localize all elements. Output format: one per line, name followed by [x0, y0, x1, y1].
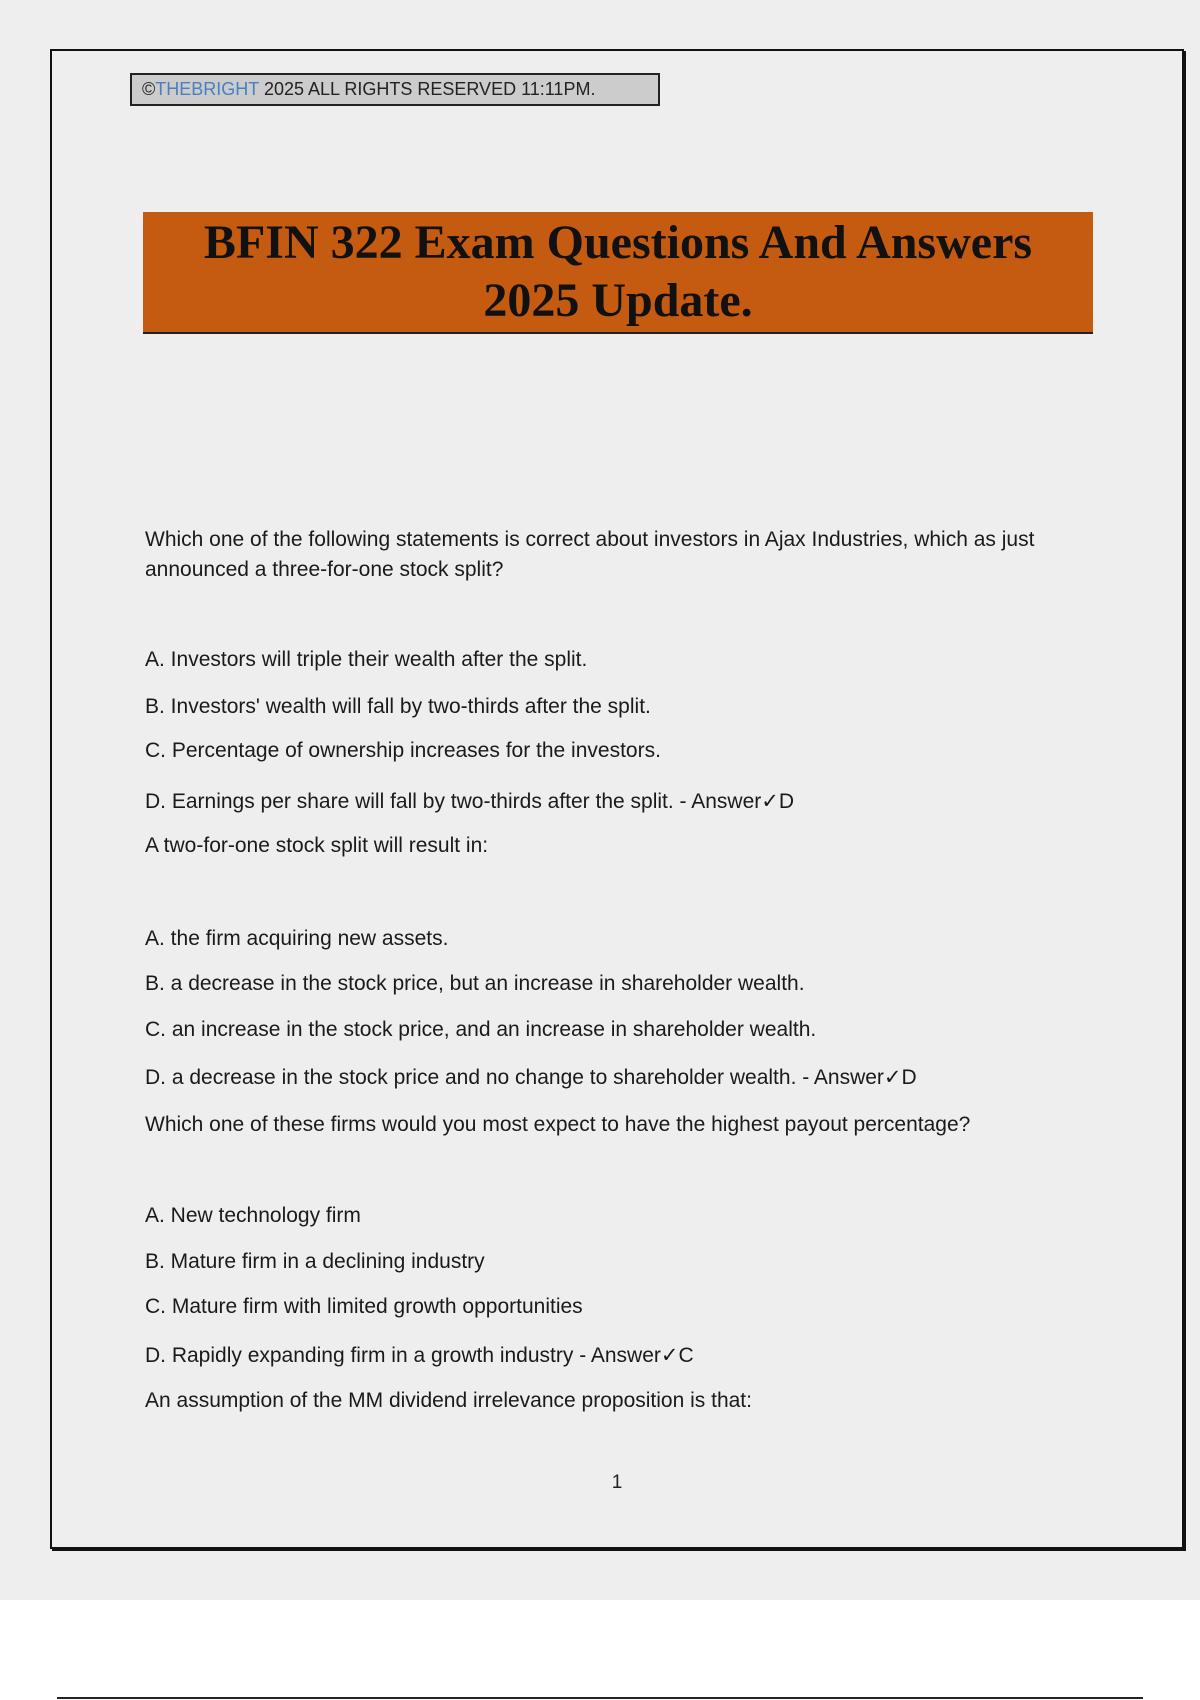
question-3-option-b: B. Mature firm in a declining industry: [145, 1250, 485, 1273]
footer-divider: [57, 1697, 1143, 1699]
brand-name: THEBRIGHT: [155, 79, 259, 99]
question-2-option-a: A. the firm acquiring new assets.: [145, 927, 449, 950]
page-number: 1: [611, 1472, 623, 1493]
question-2-option-b: B. a decrease in the stock price, but an increase in shareholder wealth.: [145, 972, 805, 995]
question-2-option-d-answer: D. a decrease in the stock price and no change to shareholder wealth. - Answer✓D: [145, 1066, 917, 1089]
copyright-symbol: ©: [142, 79, 156, 99]
question-3-stem: Which one of these firms would you most expect to have the highest payout percentage?: [145, 1113, 971, 1136]
document-title-line-1: BFIN 322 Exam Questions And Answers: [203, 216, 1033, 269]
question-3-option-d-answer: D. Rapidly expanding firm in a growth industry - Answer✓C: [145, 1344, 694, 1367]
document-title-banner: [143, 212, 1093, 334]
copyright-rights-text: 2025 ALL RIGHTS RESERVED 11:11PM.: [258, 79, 596, 99]
question-1-option-b: B. Investors' wealth will fall by two-thirds after the split.: [145, 695, 651, 718]
question-1-option-a: A. Investors will triple their wealth after the split.: [145, 648, 588, 671]
question-3-option-a: A. New technology firm: [145, 1204, 361, 1227]
question-2-stem: A two-for-one stock split will result in:: [145, 834, 489, 857]
document-title-line-2: 2025 Update.: [483, 274, 753, 327]
question-1-option-c: C. Percentage of ownership increases for the investors.: [145, 739, 661, 762]
question-3-option-c: C. Mature firm with limited growth opportunities: [145, 1295, 583, 1318]
question-1-option-d-answer: D. Earnings per share will fall by two-thirds after the split. - Answer✓D: [145, 790, 795, 813]
question-2-option-c: C. an increase in the stock price, and an increase in shareholder wealth.: [145, 1018, 817, 1041]
copyright-notice: [130, 73, 660, 106]
question-4-stem: An assumption of the MM dividend irrelevance proposition is that:: [145, 1389, 752, 1412]
question-1-stem: Which one of the following statements is correct about investors in Ajax Industries, which as just announced a three-for-one stock split?: [145, 528, 1035, 581]
